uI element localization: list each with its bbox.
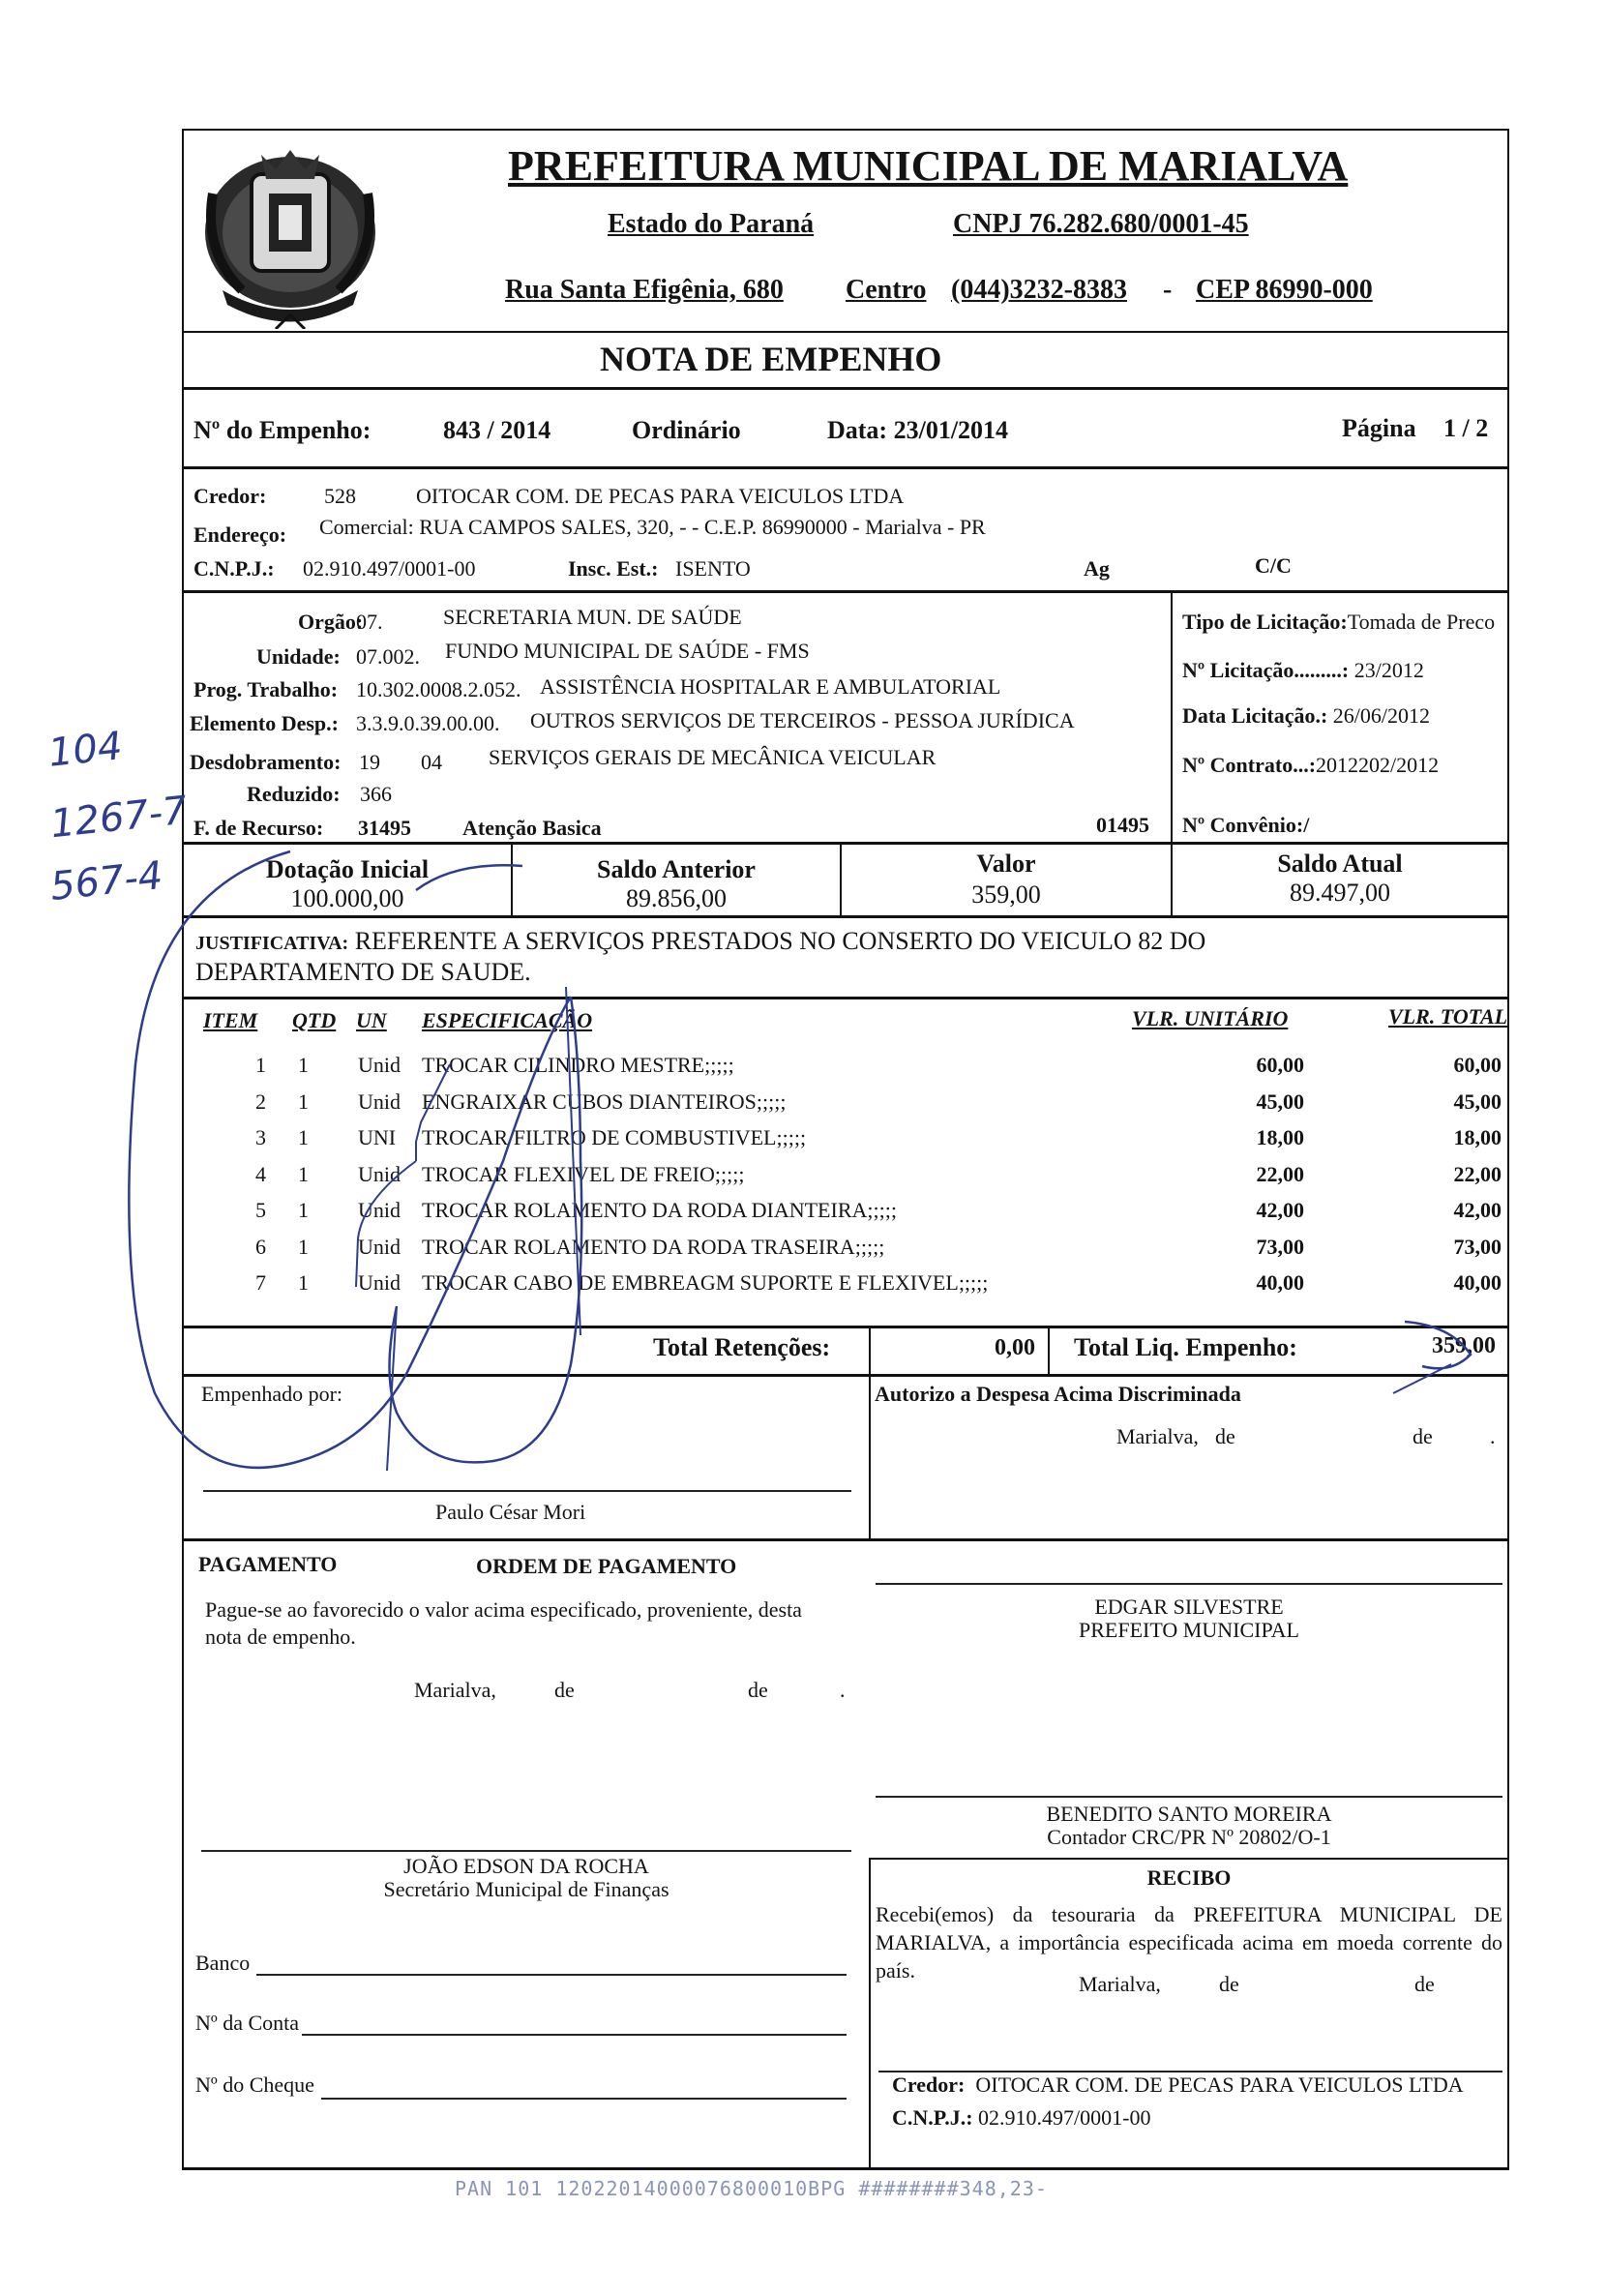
item-unit: Unid bbox=[358, 1198, 401, 1222]
item-unit: Unid bbox=[358, 1270, 401, 1295]
data-licitacao-label: Data Licitação.: bbox=[1182, 703, 1328, 728]
elemento-label: Elemento Desp.: bbox=[190, 711, 339, 735]
item-qtd: 1 bbox=[298, 1198, 309, 1222]
item-number: 3 bbox=[255, 1125, 266, 1149]
unidade-name: FUNDO MUNICIPAL DE SAÚDE - FMS bbox=[445, 639, 810, 663]
empenho-label: Nº do Empenho: bbox=[193, 416, 372, 444]
de-1b: de bbox=[1413, 1424, 1433, 1448]
item-number: 5 bbox=[255, 1198, 266, 1222]
item-qtd: 1 bbox=[298, 1088, 309, 1114]
rule bbox=[182, 590, 1509, 593]
header-phone: (044)3232-8383 bbox=[951, 275, 1127, 305]
recibo-cnpj-value: 02.910.497/0001-00 bbox=[978, 2105, 1151, 2130]
saldo-atual-value: 89.497,00 bbox=[1290, 879, 1390, 907]
handwritten-note-3: 567-4 bbox=[47, 853, 165, 909]
orgao-code: 07. bbox=[356, 610, 383, 634]
item-qtd: 1 bbox=[298, 1053, 309, 1077]
secretario-title: Secretário Municipal de Finanças bbox=[383, 1877, 669, 1901]
place-2: Marialva, bbox=[414, 1678, 496, 1702]
contador-signature-line bbox=[876, 1796, 1502, 1798]
signature-line bbox=[203, 1490, 851, 1492]
municipal-crest-icon bbox=[193, 135, 387, 329]
recurso-right-code: 01495 bbox=[1096, 813, 1149, 837]
recibo-cnpj-label: C.N.P.J.: bbox=[892, 2105, 973, 2130]
page-label: Página bbox=[1342, 414, 1416, 442]
licitacao-divider bbox=[1171, 592, 1173, 842]
item-total-price: 73,00 bbox=[1453, 1234, 1502, 1259]
num-licitacao-label: Nº Licitação.........: bbox=[1182, 658, 1350, 682]
prog-label: Prog. Trabalho: bbox=[193, 677, 339, 701]
recibo-label: RECIBO bbox=[1146, 1865, 1232, 1890]
header-title: PREFEITURA MUNICIPAL DE MARIALVA bbox=[508, 142, 1349, 190]
secretario-name: JOÃO EDSON DA ROCHA bbox=[403, 1854, 649, 1878]
totals-divider bbox=[869, 1326, 871, 1374]
item-description: TROCAR ROLAMENTO DA RODA TRASEIRA;;;;; bbox=[422, 1234, 885, 1259]
item-number: 7 bbox=[255, 1270, 266, 1295]
recurso-label: F. de Recurso: bbox=[193, 816, 324, 840]
elemento-code: 3.3.9.0.39.00.00. bbox=[356, 711, 500, 735]
item-unit-price: 40,00 bbox=[1256, 1270, 1304, 1295]
item-unit-price: 60,00 bbox=[1256, 1053, 1304, 1077]
empenho-number: 843 / 2014 bbox=[443, 416, 551, 444]
barcode-text: PAN 101 12022014000076800010BPG ########348,23- bbox=[455, 2177, 1048, 2200]
empenhado-name: Paulo César Mori bbox=[435, 1500, 586, 1524]
address-label: Endereço: bbox=[193, 522, 287, 547]
cnpj-value: 02.910.497/0001-00 bbox=[303, 556, 476, 581]
item-total-price: 22,00 bbox=[1453, 1161, 1502, 1186]
rule bbox=[182, 915, 1509, 918]
tipo-licitacao bbox=[1182, 610, 1495, 635]
contrato-value: 2012202/2012 bbox=[1316, 753, 1440, 777]
empenho-date: Data: 23/01/2014 bbox=[827, 416, 1009, 444]
page-number: 1 / 2 bbox=[1443, 414, 1489, 442]
item-description: TROCAR FLEXIVEL DE FREIO;;;;; bbox=[422, 1161, 745, 1186]
desdobramento-code: 19 bbox=[359, 750, 380, 774]
de-1a: de bbox=[1215, 1424, 1235, 1448]
banco-label: Banco bbox=[195, 1951, 251, 1975]
rule bbox=[182, 2167, 1509, 2170]
item-qtd: 1 bbox=[298, 1125, 309, 1149]
autorizo-label: Autorizo a Despesa Acima Discriminada bbox=[875, 1382, 1241, 1406]
saldo-anterior-label: Saldo Anterior bbox=[597, 855, 756, 883]
place-1: Marialva, bbox=[1116, 1424, 1199, 1448]
contador-title: Contador CRC/PR Nº 20802/O-1 bbox=[1047, 1825, 1331, 1849]
justificativa-text-1: REFERENTE A SERVIÇOS PRESTADOS NO CONSERTO DO VEICULO 82 DO bbox=[354, 927, 1206, 955]
item-total-price: 45,00 bbox=[1453, 1088, 1502, 1114]
recurso-name: Atenção Basica bbox=[462, 816, 602, 840]
address-value: Comercial: RUA CAMPOS SALES, 320, - - C.E.P. 86990000 - Marialva - PR bbox=[319, 515, 986, 539]
prog-name: ASSISTÊNCIA HOSPITALAR E AMBULATORIAL bbox=[540, 674, 1001, 699]
frame-left-border bbox=[182, 129, 184, 2170]
unidade-label: Unidade: bbox=[256, 644, 341, 669]
handwritten-note-2: 1267-7 bbox=[47, 788, 190, 848]
dotacao-value: 100.000,00 bbox=[290, 884, 404, 912]
contrato-label: Nº Contrato...: bbox=[1182, 753, 1317, 777]
item-qtd: 1 bbox=[298, 1270, 309, 1295]
cheque-line bbox=[321, 2098, 847, 2100]
reduzido-label: Reduzido: bbox=[247, 782, 341, 806]
de-2a: de bbox=[554, 1678, 575, 1702]
valor-value: 359,00 bbox=[971, 880, 1041, 909]
header-street: Rua Santa Efigênia, 680 bbox=[505, 275, 784, 305]
doc-title: NOTA DE EMPENHO bbox=[600, 340, 942, 378]
dotacao-label: Dotação Inicial bbox=[265, 855, 430, 883]
tipo-licitacao-label: Tipo de Licitação: bbox=[1182, 610, 1348, 634]
desdobramento-name: SERVIÇOS GERAIS DE MECÂNICA VEICULAR bbox=[489, 745, 937, 769]
orgao-label: Orgão: bbox=[298, 610, 364, 634]
item-unit-price: 73,00 bbox=[1256, 1234, 1304, 1259]
dot-2: . bbox=[840, 1678, 846, 1702]
item-total-price: 18,00 bbox=[1453, 1125, 1502, 1149]
banco-line bbox=[256, 1974, 847, 1976]
rule bbox=[182, 842, 1509, 845]
header-dash: - bbox=[1163, 275, 1173, 305]
place-3: Marialva, bbox=[1079, 1972, 1161, 1996]
unidade-code: 07.002. bbox=[356, 644, 420, 669]
frame-right-border bbox=[1507, 129, 1509, 2170]
rule bbox=[182, 331, 1509, 333]
prefeito-title: PREFEITO MUNICIPAL bbox=[1079, 1618, 1299, 1642]
prefeito-name: EDGAR SILVESTRE bbox=[1094, 1595, 1284, 1619]
valor-label: Valor bbox=[976, 850, 1036, 878]
credor-code: 528 bbox=[324, 484, 356, 508]
recibo-credor bbox=[892, 2072, 1464, 2098]
rule bbox=[182, 466, 1509, 469]
recibo-divider bbox=[869, 1858, 871, 2167]
cc-label: C/C bbox=[1255, 553, 1292, 578]
data-licitacao bbox=[1182, 703, 1430, 729]
data-licitacao-value: 26/06/2012 bbox=[1332, 703, 1431, 728]
item-description: TROCAR CABO DE EMBREAGM SUPORTE E FLEXIVEL;;;;; bbox=[422, 1270, 989, 1295]
elemento-name: OUTROS SERVIÇOS DE TERCEIROS - PESSOA JURÍDICA bbox=[530, 708, 1075, 732]
rule bbox=[182, 387, 1509, 390]
col-qtd-header: QTD bbox=[292, 1008, 337, 1032]
ordem-pagamento-label: ORDEM DE PAGAMENTO bbox=[476, 1554, 737, 1578]
desdobramento-sub: 04 bbox=[421, 750, 442, 774]
credor-name: OITOCAR COM. DE PECAS PARA VEICULOS LTDA bbox=[416, 484, 905, 508]
item-number: 1 bbox=[255, 1053, 266, 1077]
col-item-header: ITEM bbox=[203, 1008, 258, 1032]
col-especificacao-header: ESPECIFICAÇÃO bbox=[422, 1008, 593, 1032]
justificativa-text-2: DEPARTAMENTO DE SAUDE. bbox=[195, 958, 531, 986]
justificativa-label: JUSTIFICATIVA: bbox=[195, 933, 349, 954]
handwritten-note-1: 104 bbox=[45, 724, 125, 776]
signature-divider bbox=[869, 1374, 871, 1538]
item-qtd: 1 bbox=[298, 1161, 309, 1186]
item-number: 2 bbox=[255, 1088, 266, 1114]
pagamento-label: PAGAMENTO bbox=[198, 1552, 338, 1576]
cheque-label: Nº do Cheque bbox=[195, 2072, 314, 2097]
item-total-price: 60,00 bbox=[1453, 1053, 1502, 1077]
recurso-code: 31495 bbox=[358, 816, 411, 840]
saldo-anterior-value: 89.856,00 bbox=[626, 884, 727, 912]
tipo-licitacao-value: Tomada de Preco bbox=[1347, 610, 1496, 634]
item-unit-price: 42,00 bbox=[1256, 1198, 1304, 1222]
num-licitacao-value: 23/2012 bbox=[1353, 658, 1424, 682]
item-number: 4 bbox=[255, 1161, 266, 1186]
total-retencoes-value: 0,00 bbox=[995, 1335, 1035, 1360]
orgao-name: SECRETARIA MUN. DE SAÚDE bbox=[443, 605, 742, 629]
item-unit-price: 45,00 bbox=[1256, 1088, 1304, 1114]
item-unit: Unid bbox=[358, 1088, 401, 1114]
totals-divider bbox=[1048, 1326, 1050, 1374]
insc-value: ISENTO bbox=[675, 556, 751, 581]
total-liq-label: Total Liq. Empenho: bbox=[1074, 1333, 1297, 1361]
secretario-signature-line bbox=[201, 1850, 851, 1852]
frame-top-border bbox=[182, 129, 1509, 131]
reduzido-value: 366 bbox=[360, 782, 392, 806]
header-state: Estado do Paraná bbox=[608, 209, 815, 239]
empenhado-label: Empenhado por: bbox=[201, 1382, 343, 1406]
insc-label: Insc. Est.: bbox=[568, 556, 659, 581]
item-unit: Unid bbox=[358, 1161, 401, 1186]
rule bbox=[182, 1374, 1509, 1377]
conta-line bbox=[302, 2034, 847, 2036]
item-qtd: 1 bbox=[298, 1234, 309, 1259]
item-number: 6 bbox=[255, 1234, 266, 1259]
dot-1: . bbox=[1490, 1424, 1496, 1448]
prog-code: 10.302.0008.2.052. bbox=[356, 677, 521, 701]
recibo-text: Recebi(emos) da tesouraria da PREFEITURA MUNICIPAL DE MARIALVA, a importância especificada acima em moeda corrente do país. bbox=[876, 1902, 1502, 1983]
item-description: TROCAR CILINDRO MESTRE;;;;; bbox=[422, 1053, 734, 1077]
recibo-cnpj bbox=[892, 2105, 1150, 2131]
conta-label: Nº da Conta bbox=[195, 2011, 300, 2035]
total-liq-value: 359,00 bbox=[1432, 1333, 1496, 1358]
ag-label: Ag bbox=[1084, 556, 1110, 581]
item-description: TROCAR ROLAMENTO DA RODA DIANTEIRA;;;;; bbox=[422, 1198, 897, 1222]
item-unit-price: 22,00 bbox=[1256, 1161, 1304, 1186]
de-3b: de bbox=[1414, 1972, 1435, 1996]
header-cnpj: CNPJ 76.282.680/0001-45 bbox=[953, 209, 1249, 239]
cnpj-label: C.N.P.J.: bbox=[193, 556, 275, 581]
item-description: TROCAR FILTRO DE COMBUSTIVEL;;;;; bbox=[422, 1125, 807, 1149]
total-retencoes-label: Total Retenções: bbox=[653, 1333, 831, 1361]
recibo-credor-name: OITOCAR COM. DE PECAS PARA VEICULOS LTDA bbox=[975, 2072, 1464, 2097]
col-vlr-total-header: VLR. TOTAL bbox=[1388, 1004, 1508, 1029]
item-unit-price: 18,00 bbox=[1256, 1125, 1304, 1149]
item-total-price: 40,00 bbox=[1453, 1270, 1502, 1295]
pagamento-text: Pague-se ao favorecido o valor acima especificado, proveniente, desta nota de empenho. bbox=[205, 1597, 802, 1649]
justificativa-line1 bbox=[195, 927, 1205, 956]
header-cep: CEP 86990-000 bbox=[1196, 275, 1373, 305]
rule bbox=[182, 1538, 1509, 1541]
item-total-price: 42,00 bbox=[1453, 1198, 1502, 1222]
item-unit: Unid bbox=[358, 1053, 401, 1077]
item-unit: UNI bbox=[358, 1125, 397, 1149]
desdobramento-label: Desdobramento: bbox=[190, 750, 342, 774]
recibo-credor-label: Credor: bbox=[892, 2072, 966, 2097]
empenho-type: Ordinário bbox=[632, 416, 741, 444]
de-2b: de bbox=[748, 1678, 768, 1702]
col-vlr-unitario-header: VLR. UNITÁRIO bbox=[1132, 1006, 1289, 1030]
item-unit: Unid bbox=[358, 1234, 401, 1259]
rule bbox=[182, 1326, 1509, 1328]
col-un-header: UN bbox=[356, 1008, 387, 1032]
rule bbox=[182, 997, 1509, 999]
convenio-label: Nº Convênio:/ bbox=[1182, 813, 1310, 837]
contrato bbox=[1182, 753, 1439, 778]
header-district: Centro bbox=[846, 275, 927, 305]
contador-name: BENEDITO SANTO MOREIRA bbox=[1046, 1802, 1332, 1826]
saldo-atual-label: Saldo Atual bbox=[1277, 850, 1403, 878]
num-licitacao bbox=[1182, 658, 1424, 683]
de-3a: de bbox=[1219, 1972, 1239, 1996]
rule bbox=[869, 1858, 1509, 1860]
credor-label: Credor: bbox=[193, 484, 267, 508]
item-description: ENGRAIXAR CUBOS DIANTEIROS;;;;; bbox=[422, 1088, 787, 1114]
prefeito-signature-line bbox=[876, 1583, 1502, 1585]
